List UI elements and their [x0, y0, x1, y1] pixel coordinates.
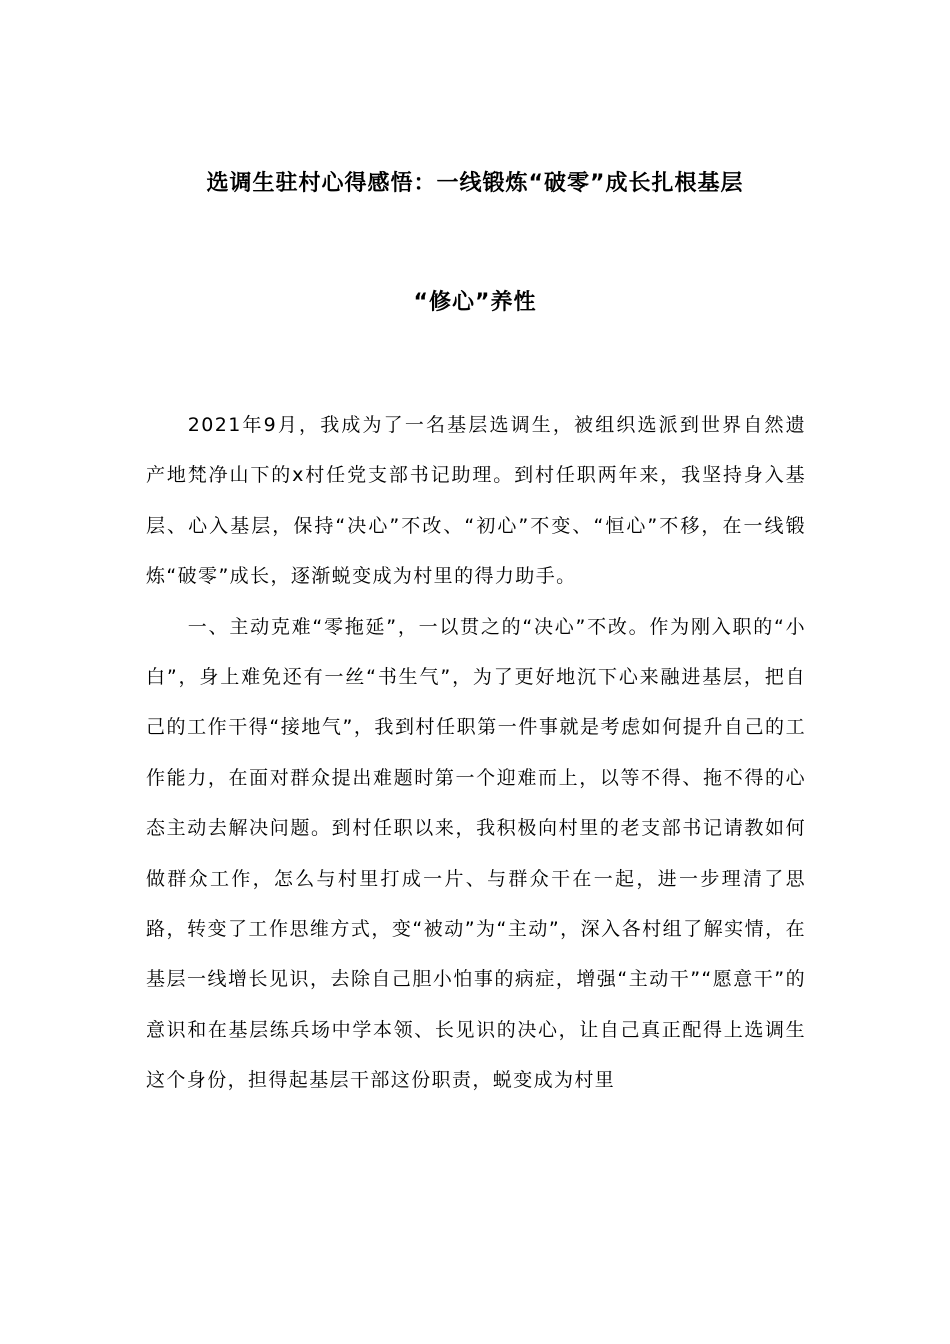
paragraph-intro: 2021年9月，我成为了一名基层选调生，被组织选派到世界自然遗产地梵净山下的x村任党支部书记助理。到村任职两年来，我坚持身入基层、心入基层，保持“决心”不改、“初心”不变、“恒心”不移，在一线锻炼“破零”成长，逐渐蜕变成为村里的得力助手。 — [146, 414, 806, 588]
document-title-line-1: 选调生驻村心得感悟：一线锻炼“破零”成长扎根基层 — [206, 171, 744, 196]
document-title-line-2: “修心”养性 — [413, 290, 537, 315]
paragraph-section-1: 一、主动克难“零拖延”，一以贯之的“决心”不改。作为刚入职的“小白”，身上难免还有一丝“书生气”，为了更好地沉下心来融进基层，把自己的工作干得“接地气”，我到村任职第一件事就是考虑如何提升自己的工作能力，在面对群众提出难题时第一个迎难而上，以等不得、拖不得的心态主动去解决问题。到村任职以来，我积极向村里的老支部书记请教如何做群众工作，怎么与村里打成一片、与群众干在一起，进一步理清了思路，转变了工作思维方式，变“被动”为“主动”，深入各村组了解实情，在基层一线增长见识，去除自己胆小怕事的病症，增强“主动干”“愿意干”的意识和在基层练兵场中学本领、长见识的决心，让自己真正配得上选调生这个身份，担得起基层干部这份职责，蜕变成为村里 — [146, 615, 806, 1092]
document-body — [146, 400, 806, 1106]
